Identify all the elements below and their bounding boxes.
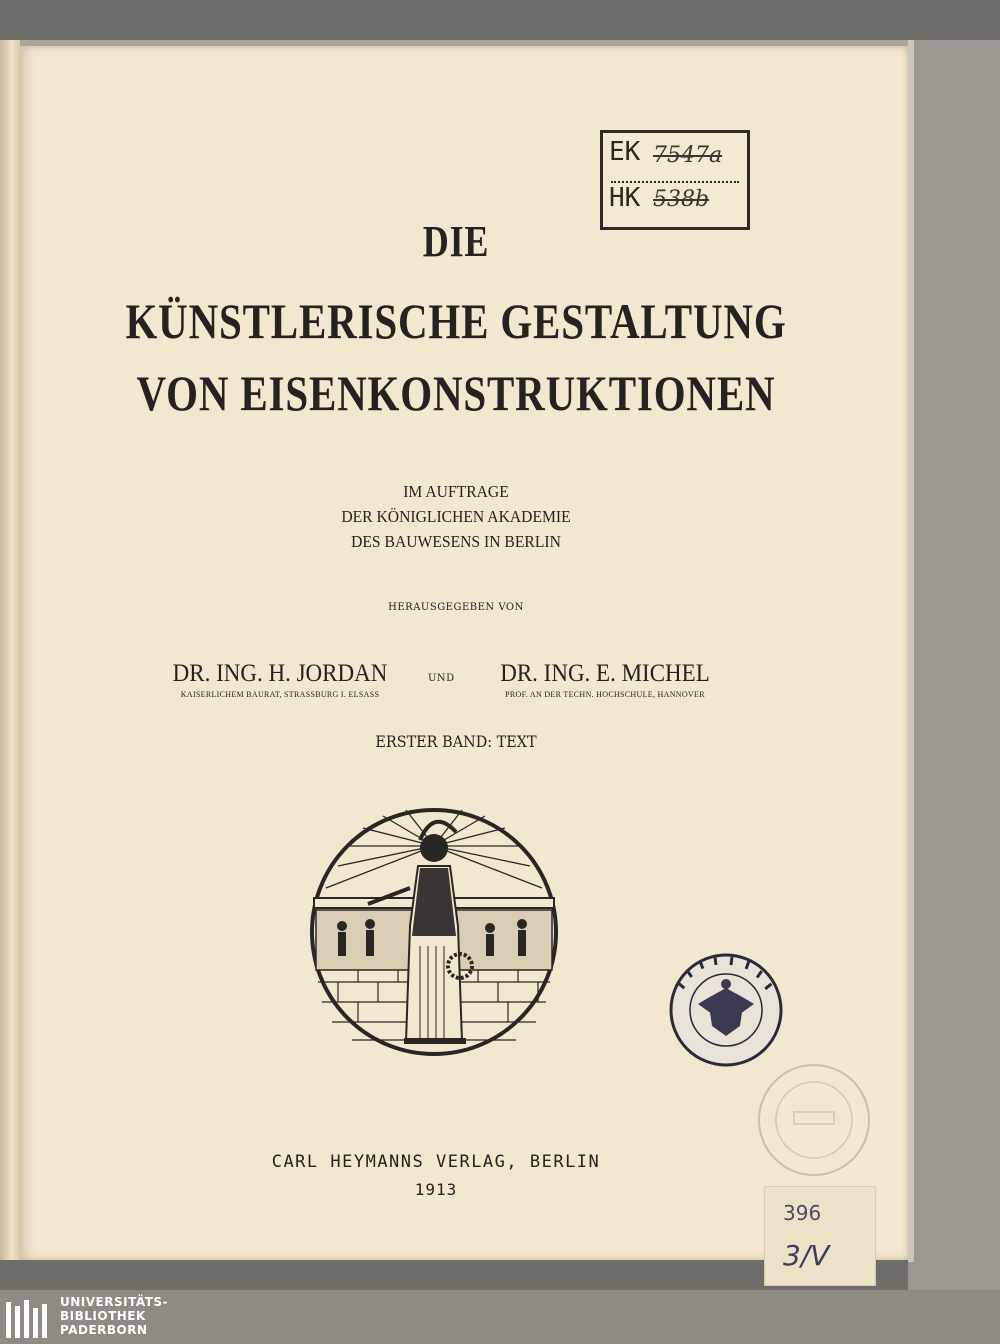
shelf-mark-label xyxy=(764,1186,876,1286)
stamp-prefix-ek: EK xyxy=(609,137,641,167)
stamp-prefix-hk: HK xyxy=(609,183,641,213)
university-library-logo-icon xyxy=(4,1296,52,1342)
library-name-line-3: PADERBORN xyxy=(60,1323,148,1337)
author-affiliation: PROF. AN DER TECHN. HOCHSCHULE, HANNOVER xyxy=(505,690,705,699)
publisher: CARL HEYMANNS VERLAG, BERLIN xyxy=(271,1152,601,1172)
author-name: DR. ING. E. MICHEL xyxy=(500,660,710,687)
accession-stamp xyxy=(600,130,750,230)
author-jordan xyxy=(150,660,410,699)
author-name: DR. ING. H. JORDAN xyxy=(172,660,388,687)
shelf-volume: 3/V xyxy=(783,1239,830,1272)
book-cover-right-edge xyxy=(908,40,914,1262)
library-seal-stamp xyxy=(668,952,784,1068)
author-affiliation: KAISERLICHEM BAURAT, STRASSBURG I. ELSASS xyxy=(180,690,380,699)
editors-caption: HERAUSGEGEBEN VON xyxy=(388,602,524,613)
author-michel xyxy=(460,660,750,699)
stamp-number-ek: 7547a xyxy=(653,143,723,168)
volume-label: ERSTER BAND: TEXT xyxy=(375,732,537,751)
minerva-emblem xyxy=(308,806,560,1058)
conjunction: UND xyxy=(428,673,455,684)
book-cover-right xyxy=(908,40,1000,1290)
subtitle-line-1: IM AUFTRAGE xyxy=(403,482,509,501)
stamp-number-hk: 538b xyxy=(653,187,710,212)
library-name-line-2: BIBLIOTHEK xyxy=(60,1309,146,1323)
faded-library-stamp xyxy=(754,1060,874,1180)
previous-page-edge xyxy=(0,40,20,1260)
title-line-3: VON EISENKONSTRUKTIONEN xyxy=(136,365,776,421)
title-page xyxy=(20,46,908,1272)
shelf-number: 396 xyxy=(783,1201,822,1225)
subtitle-line-3: DES BAUWESENS IN BERLIN xyxy=(351,532,561,551)
title-line-2: KÜNSTLERISCHE GESTALTUNG xyxy=(125,293,787,349)
title-line-1: DIE xyxy=(422,217,490,266)
university-library-name xyxy=(60,1295,168,1337)
publication-year: 1913 xyxy=(414,1180,458,1199)
subtitle-line-2: DER KÖNIGLICHEN AKADEMIE xyxy=(341,507,571,526)
library-name-line-1: UNIVERSITÄTS- xyxy=(60,1295,169,1309)
